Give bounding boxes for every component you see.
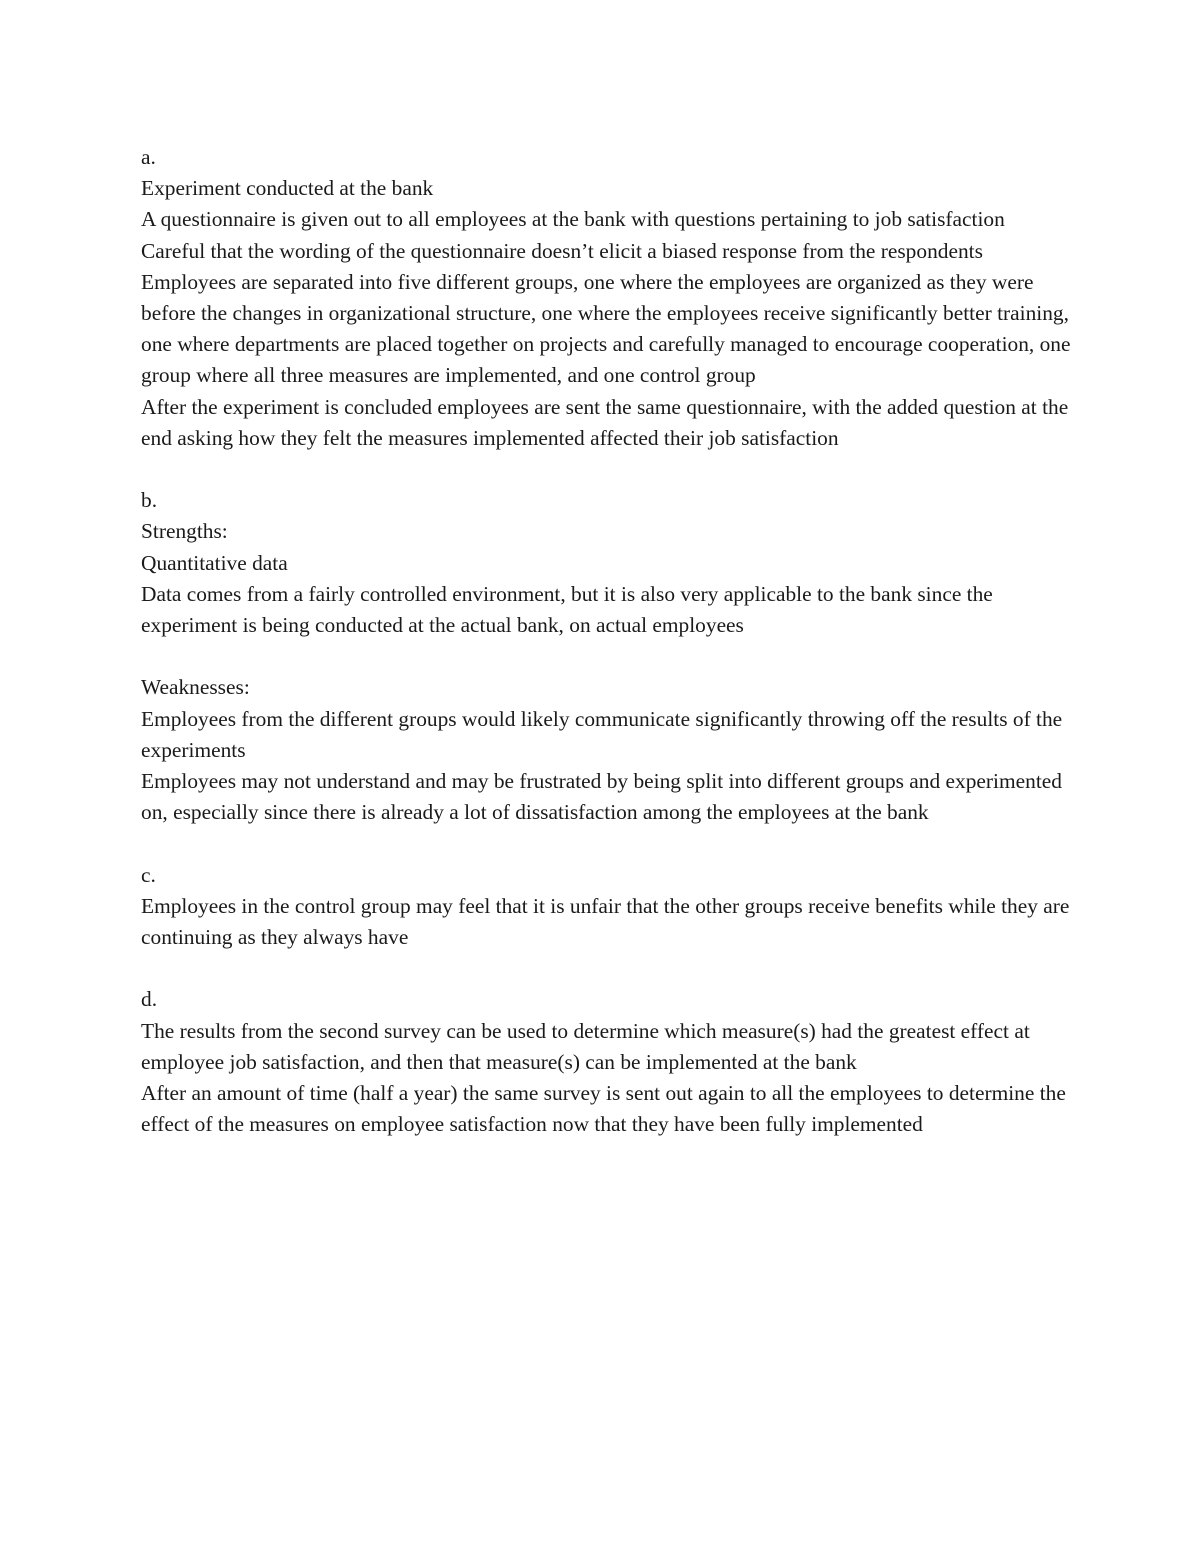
strength-item: Data comes from a fairly controlled environment, but it is also very applicable to the bank since the experiment is being conducted at the actual bank, on actual employees [141,581,993,638]
section-b-label: b. [141,488,158,513]
strengths-heading: Strengths: [141,519,228,544]
section-c-label: c. [141,862,156,887]
paragraph-spacer [141,953,1071,984]
paragraph-spacer [141,641,1071,672]
weaknesses-heading: Weaknesses: [141,675,250,700]
section-a-paragraph: Employees are separated into five different groups, one where the employees are organized as they were before the changes in organizational structure, one where the employees receive significantly better training, one where departments are placed together on projects and carefully managed to encourage cooperation, one group where all three measures are implemented, and one control group [141,269,1071,388]
document-body [141,142,1071,1140]
weakness-item: Employees from the different groups would likely communicate significantly throwing off the results of the experiments [141,706,1063,762]
section-b [141,485,1071,828]
section-c [141,860,1071,954]
section-d [141,984,1071,1140]
section-a-paragraph: Careful that the wording of the questionnaire doesn’t elicit a biased response from the respondents [141,238,983,263]
paragraph-spacer [141,828,1071,859]
section-d-label: d. [141,987,158,1012]
section-a-paragraph: After the experiment is concluded employees are sent the same questionnaire, with the added question at the end asking how they felt the measures implemented affected their job satisfaction [141,394,1069,450]
section-c-paragraph: Employees in the control group may feel that it is unfair that the other groups receive benefits while they are continuing as they always have [141,893,1070,950]
paragraph-spacer [141,454,1071,485]
section-a-paragraph: Experiment conducted at the bank [141,176,434,201]
section-a [141,142,1071,454]
weakness-item: Employees may not understand and may be frustrated by being split into different groups and experimented on, especially since there is already a lot of dissatisfaction among the employees at the bank [141,769,1062,825]
section-a-label: a. [141,145,156,169]
section-d-paragraph: The results from the second survey can be used to determine which measure(s) had the greatest effect at employee job satisfaction, and then that measure(s) can be implemented at the bank [141,1018,1030,1074]
section-a-paragraph: A questionnaire is given out to all employees at the bank with questions pertaining to job satisfaction [141,207,1005,232]
section-d-paragraph: After an amount of time (half a year) the same survey is sent out again to all the employees to determine the effect of the measures on employee satisfaction now that they have been fully implemented [141,1081,1066,1137]
strength-item: Quantitative data [141,550,288,575]
